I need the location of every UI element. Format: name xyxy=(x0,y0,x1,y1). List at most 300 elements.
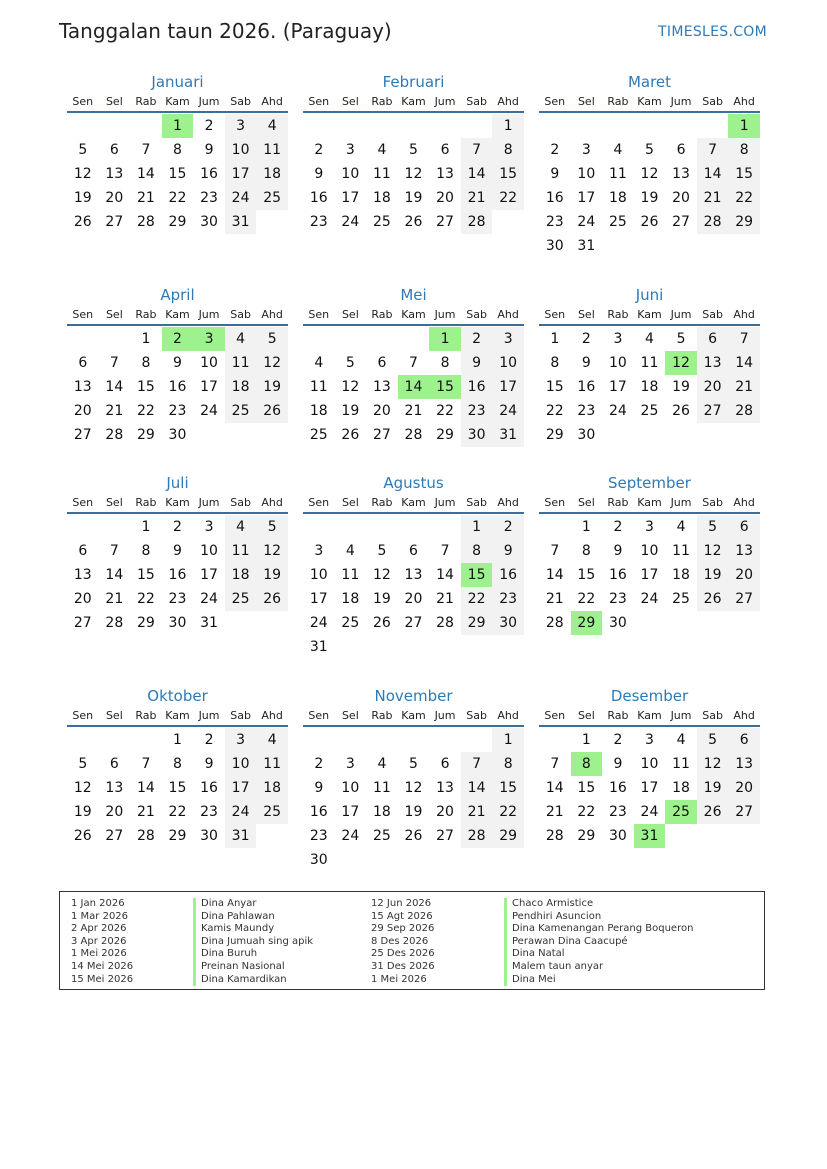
day-cell: 14 xyxy=(105,379,124,395)
day-cell: 10 xyxy=(225,752,257,776)
day-cell: 29 xyxy=(168,828,187,844)
day-cell: 22 xyxy=(136,403,155,419)
weekday-label: Rab xyxy=(135,308,157,321)
weekday-label: Sab xyxy=(702,709,723,722)
legend-holiday-name: Pendhiri Asuncion xyxy=(504,911,693,924)
day-cell: 27 xyxy=(436,828,454,844)
legend-holiday-name: Perawan Dina Caacupé xyxy=(504,936,693,949)
weekday-label: Sel xyxy=(577,308,595,321)
day-cell: 7 xyxy=(697,138,729,162)
day-cell: 11 xyxy=(256,138,288,162)
day-cell: 9 xyxy=(314,166,324,182)
day-cell: 9 xyxy=(550,166,560,182)
day-cell: 15 xyxy=(492,162,524,186)
legend-date: 1 Mar 2026 xyxy=(71,910,129,922)
day-cell: 14 xyxy=(545,780,564,796)
empty-cell xyxy=(602,114,634,138)
empty-cell xyxy=(665,114,697,138)
day-cell: 18 xyxy=(672,567,690,583)
day-cell: 9 xyxy=(204,142,214,158)
month-desember xyxy=(539,685,760,848)
day-cell: 1 xyxy=(492,114,524,138)
month-januari xyxy=(67,71,288,234)
weekday-label: Sen xyxy=(308,95,330,108)
day-cell: 1 xyxy=(461,515,493,539)
holiday-day-cell: 12 xyxy=(665,351,697,375)
legend-holiday-name: Chaco Armistice xyxy=(504,898,693,911)
weekday-label: Ahd xyxy=(733,496,755,509)
day-cell: 25 xyxy=(608,214,627,230)
day-cell: 18 xyxy=(225,563,257,587)
day-cell: 24 xyxy=(225,800,257,824)
day-cell: 23 xyxy=(461,399,493,423)
empty-cell xyxy=(335,327,367,351)
day-cell: 21 xyxy=(136,190,155,206)
weekday-label: Sel xyxy=(105,496,123,509)
day-cell: 3 xyxy=(613,331,623,347)
weekday-header xyxy=(303,494,524,514)
legend-dates-right xyxy=(371,898,435,986)
empty-cell xyxy=(67,728,99,752)
day-cell: 31 xyxy=(577,238,596,254)
day-cell: 26 xyxy=(372,615,391,631)
weekday-header xyxy=(67,707,288,727)
day-cell: 10 xyxy=(225,138,257,162)
legend-date: 29 Sep 2026 xyxy=(371,923,435,935)
day-cell: 5 xyxy=(697,515,729,539)
day-cell: 27 xyxy=(105,214,124,230)
day-cell: 17 xyxy=(341,190,360,206)
day-cell: 13 xyxy=(372,379,391,395)
day-cell: 30 xyxy=(608,615,627,631)
day-cell: 7 xyxy=(109,355,119,371)
day-cell: 13 xyxy=(672,166,690,182)
day-cell: 11 xyxy=(256,752,288,776)
day-grid xyxy=(67,728,288,848)
day-cell: 28 xyxy=(105,427,124,443)
day-cell: 28 xyxy=(136,214,155,230)
day-cell: 20 xyxy=(728,776,760,800)
legend-date: 8 Des 2026 xyxy=(371,935,429,947)
day-cell: 16 xyxy=(168,567,187,583)
day-grid xyxy=(67,114,288,234)
day-cell: 28 xyxy=(545,615,564,631)
day-cell: 6 xyxy=(377,355,387,371)
day-cell: 14 xyxy=(105,567,124,583)
day-cell: 25 xyxy=(256,186,288,210)
day-cell: 9 xyxy=(314,780,324,796)
day-cell: 23 xyxy=(608,804,627,820)
day-cell: 8 xyxy=(581,543,591,559)
month-september xyxy=(539,472,760,635)
weekday-label: Sel xyxy=(105,95,123,108)
day-cell: 18 xyxy=(640,379,659,395)
day-cell: 11 xyxy=(372,780,391,796)
empty-cell xyxy=(335,728,367,752)
day-cell: 29 xyxy=(168,214,187,230)
day-cell: 16 xyxy=(200,166,218,182)
day-cell: 30 xyxy=(200,214,218,230)
day-cell: 5 xyxy=(409,756,418,772)
empty-cell xyxy=(398,728,430,752)
weekday-label: Sab xyxy=(466,496,487,509)
weekday-label: Ahd xyxy=(733,709,755,722)
empty-cell xyxy=(429,728,461,752)
day-cell: 27 xyxy=(105,828,124,844)
day-cell: 14 xyxy=(697,162,729,186)
day-cell: 8 xyxy=(440,355,450,371)
day-cell: 11 xyxy=(672,543,690,559)
weekday-header xyxy=(303,93,524,113)
weekday-label: Sab xyxy=(702,95,723,108)
legend-date: 12 Jun 2026 xyxy=(371,898,432,909)
day-cell: 22 xyxy=(577,804,596,820)
day-cell: 4 xyxy=(256,114,288,138)
weekday-label: Kam xyxy=(637,496,662,509)
day-cell: 26 xyxy=(404,828,423,844)
day-cell: 11 xyxy=(672,756,690,772)
day-cell: 20 xyxy=(404,591,423,607)
day-cell: 2 xyxy=(314,142,324,158)
day-cell: 31 xyxy=(309,639,328,655)
day-cell: 22 xyxy=(577,591,596,607)
day-cell: 5 xyxy=(256,515,288,539)
day-cell: 15 xyxy=(136,379,155,395)
day-grid xyxy=(67,327,288,447)
day-cell: 4 xyxy=(225,515,257,539)
weekday-label: Jum xyxy=(434,308,456,321)
day-cell: 12 xyxy=(256,539,288,563)
day-cell: 10 xyxy=(640,543,659,559)
day-cell: 24 xyxy=(640,591,659,607)
day-cell: 7 xyxy=(141,142,151,158)
day-cell: 28 xyxy=(404,427,423,443)
day-cell: 15 xyxy=(545,379,564,395)
empty-cell xyxy=(99,728,131,752)
weekday-label: Sab xyxy=(230,95,251,108)
day-cell: 16 xyxy=(545,190,564,206)
day-cell: 23 xyxy=(577,403,596,419)
day-cell: 21 xyxy=(728,375,760,399)
day-grid xyxy=(303,728,524,872)
day-cell: 17 xyxy=(200,379,218,395)
day-cell: 29 xyxy=(577,828,596,844)
day-cell: 16 xyxy=(168,379,187,395)
legend-date: 1 Mei 2026 xyxy=(371,973,427,985)
day-cell: 18 xyxy=(372,804,391,820)
weekday-header xyxy=(539,93,760,113)
day-cell: 6 xyxy=(676,142,686,158)
month-name: Februari xyxy=(382,73,445,91)
day-grid xyxy=(539,327,760,447)
day-cell: 5 xyxy=(377,543,387,559)
weekday-label: Kam xyxy=(637,95,662,108)
day-cell: 14 xyxy=(545,567,564,583)
weekday-label: Sab xyxy=(702,496,723,509)
day-cell: 6 xyxy=(697,327,729,351)
day-cell: 30 xyxy=(168,427,187,443)
day-cell: 8 xyxy=(492,138,524,162)
day-cell: 19 xyxy=(73,190,92,206)
day-cell: 19 xyxy=(73,804,92,820)
weekday-label: Jum xyxy=(434,496,456,509)
day-cell: 17 xyxy=(577,190,596,206)
day-cell: 29 xyxy=(436,427,454,443)
day-cell: 25 xyxy=(640,403,659,419)
legend-holiday-name: Kamis Maundy xyxy=(193,923,313,936)
weekday-label: Jum xyxy=(434,709,456,722)
weekday-label: Sab xyxy=(466,308,487,321)
day-cell: 15 xyxy=(577,567,596,583)
day-cell: 17 xyxy=(492,375,524,399)
weekday-label: Sel xyxy=(105,709,123,722)
empty-cell xyxy=(429,114,461,138)
day-cell: 21 xyxy=(436,591,454,607)
weekday-label: Kam xyxy=(401,308,426,321)
day-cell: 23 xyxy=(168,591,187,607)
empty-cell xyxy=(697,114,729,138)
day-cell: 4 xyxy=(314,355,324,371)
day-cell: 21 xyxy=(461,186,493,210)
day-cell: 9 xyxy=(173,355,182,371)
day-cell: 10 xyxy=(200,543,218,559)
day-cell: 11 xyxy=(225,539,257,563)
day-cell: 27 xyxy=(73,427,92,443)
weekday-label: Rab xyxy=(135,95,157,108)
day-cell: 27 xyxy=(672,214,690,230)
weekday-label: Rab xyxy=(371,308,393,321)
day-grid xyxy=(67,515,288,635)
day-cell: 4 xyxy=(676,519,686,535)
day-cell: 27 xyxy=(728,800,760,824)
day-cell: 8 xyxy=(461,539,493,563)
empty-cell xyxy=(99,114,131,138)
day-cell: 25 xyxy=(672,591,690,607)
day-cell: 17 xyxy=(309,591,328,607)
day-cell: 10 xyxy=(608,355,627,371)
day-cell: 19 xyxy=(697,563,729,587)
weekday-label: Sen xyxy=(72,496,94,509)
weekday-label: Jum xyxy=(434,95,456,108)
empty-cell xyxy=(366,728,398,752)
month-juni xyxy=(539,284,760,447)
empty-cell xyxy=(67,327,99,351)
month-name: Agustus xyxy=(383,474,444,492)
month-november xyxy=(303,685,524,872)
day-cell: 21 xyxy=(545,804,564,820)
day-cell: 3 xyxy=(645,732,654,748)
month-februari xyxy=(303,71,524,234)
weekday-label: Jum xyxy=(670,308,692,321)
legend-date: 31 Des 2026 xyxy=(371,960,435,972)
day-cell: 6 xyxy=(728,728,760,752)
day-cell: 18 xyxy=(341,591,360,607)
day-cell: 16 xyxy=(309,804,328,820)
day-cell: 19 xyxy=(672,379,690,395)
day-cell: 6 xyxy=(78,543,88,559)
day-cell: 19 xyxy=(404,804,423,820)
day-cell: 10 xyxy=(640,756,659,772)
empty-cell xyxy=(461,114,493,138)
day-cell: 31 xyxy=(200,615,218,631)
day-cell: 30 xyxy=(309,852,328,868)
day-cell: 26 xyxy=(640,214,659,230)
day-cell: 22 xyxy=(136,591,155,607)
day-cell: 30 xyxy=(545,238,564,254)
weekday-label: Sen xyxy=(544,496,566,509)
empty-cell xyxy=(67,515,99,539)
weekday-label: Rab xyxy=(371,709,393,722)
day-cell: 12 xyxy=(256,351,288,375)
day-cell: 19 xyxy=(697,776,729,800)
weekday-header xyxy=(67,306,288,326)
day-cell: 13 xyxy=(436,780,454,796)
day-cell: 29 xyxy=(136,615,155,631)
day-cell: 24 xyxy=(200,403,218,419)
day-cell: 30 xyxy=(577,427,596,443)
day-cell: 16 xyxy=(608,780,627,796)
day-cell: 1 xyxy=(173,732,182,748)
month-name: Desember xyxy=(610,687,689,705)
day-cell: 11 xyxy=(225,351,257,375)
day-cell: 8 xyxy=(141,355,151,371)
weekday-header xyxy=(539,306,760,326)
legend-holiday-name: Dina Kamardikan xyxy=(193,974,313,987)
day-cell: 14 xyxy=(136,166,155,182)
weekday-label: Sel xyxy=(577,709,595,722)
holiday-day-cell: 29 xyxy=(571,611,603,635)
day-cell: 12 xyxy=(404,780,423,796)
month-name: Maret xyxy=(627,73,672,91)
legend-holiday-name: Dina Kamenangan Perang Boqueron xyxy=(504,923,693,936)
day-cell: 21 xyxy=(105,403,124,419)
holiday-day-cell: 14 xyxy=(398,375,430,399)
empty-cell xyxy=(99,515,131,539)
day-cell: 22 xyxy=(436,403,454,419)
day-cell: 4 xyxy=(377,142,387,158)
day-cell: 28 xyxy=(728,399,760,423)
day-cell: 5 xyxy=(645,142,654,158)
day-cell: 13 xyxy=(73,379,92,395)
empty-cell xyxy=(130,114,162,138)
day-cell: 1 xyxy=(492,728,524,752)
holiday-day-cell: 25 xyxy=(665,800,697,824)
day-cell: 4 xyxy=(345,543,355,559)
day-cell: 22 xyxy=(545,403,564,419)
day-cell: 9 xyxy=(613,543,623,559)
holiday-legend xyxy=(59,891,765,990)
page-title: Tanggalan taun 2026. (Paraguay) xyxy=(59,19,392,43)
weekday-label: Kam xyxy=(165,308,190,321)
day-cell: 13 xyxy=(436,166,454,182)
weekday-label: Ahd xyxy=(261,95,283,108)
day-cell: 2 xyxy=(550,142,560,158)
legend-holiday-name: Preinan Nasional xyxy=(193,961,313,974)
weekday-label: Sel xyxy=(105,308,123,321)
empty-cell xyxy=(335,515,367,539)
weekday-label: Ahd xyxy=(497,496,519,509)
holiday-day-cell: 1 xyxy=(162,114,194,138)
day-cell: 23 xyxy=(168,403,187,419)
day-cell: 19 xyxy=(640,190,659,206)
day-cell: 29 xyxy=(461,611,493,635)
brand-link[interactable]: TIMESLES.COM xyxy=(658,24,767,40)
legend-date: 25 Des 2026 xyxy=(371,948,435,960)
day-grid xyxy=(539,515,760,635)
day-cell: 7 xyxy=(550,756,560,772)
day-cell: 25 xyxy=(225,399,257,423)
day-cell: 12 xyxy=(73,780,92,796)
empty-cell xyxy=(539,114,571,138)
day-cell: 26 xyxy=(697,800,729,824)
day-cell: 3 xyxy=(345,142,355,158)
weekday-label: Sab xyxy=(466,95,487,108)
day-cell: 23 xyxy=(200,804,218,820)
weekday-label: Sen xyxy=(72,709,94,722)
day-cell: 24 xyxy=(341,828,360,844)
empty-cell xyxy=(539,728,571,752)
month-name: April xyxy=(160,286,195,304)
day-cell: 19 xyxy=(372,591,391,607)
day-cell: 9 xyxy=(173,543,182,559)
weekday-label: Sen xyxy=(308,496,330,509)
day-cell: 8 xyxy=(141,543,151,559)
day-cell: 4 xyxy=(377,756,387,772)
weekday-label: Rab xyxy=(607,496,629,509)
day-cell: 15 xyxy=(492,776,524,800)
day-cell: 20 xyxy=(73,403,92,419)
day-cell: 4 xyxy=(645,331,654,347)
day-cell: 20 xyxy=(105,804,124,820)
day-cell: 7 xyxy=(728,327,760,351)
weekday-header xyxy=(303,306,524,326)
day-cell: 31 xyxy=(492,423,524,447)
legend-date: 1 Mei 2026 xyxy=(71,948,127,960)
empty-cell xyxy=(429,515,461,539)
day-cell: 2 xyxy=(492,515,524,539)
day-cell: 2 xyxy=(613,732,623,748)
day-cell: 21 xyxy=(136,804,155,820)
day-cell: 1 xyxy=(581,732,591,748)
day-cell: 2 xyxy=(204,118,214,134)
day-cell: 13 xyxy=(73,567,92,583)
day-cell: 7 xyxy=(141,756,151,772)
day-cell: 19 xyxy=(404,190,423,206)
day-cell: 24 xyxy=(200,591,218,607)
legend-holiday-name: Dina Anyar xyxy=(193,898,313,911)
weekday-label: Kam xyxy=(401,95,426,108)
weekday-label: Jum xyxy=(198,308,220,321)
day-cell: 20 xyxy=(728,563,760,587)
legend-holiday-name: Dina Natal xyxy=(504,948,693,961)
day-cell: 18 xyxy=(256,162,288,186)
day-cell: 27 xyxy=(436,214,454,230)
day-cell: 20 xyxy=(672,190,690,206)
empty-cell xyxy=(366,327,398,351)
empty-cell xyxy=(398,515,430,539)
weekday-label: Sen xyxy=(72,308,94,321)
day-cell: 23 xyxy=(309,214,328,230)
day-cell: 15 xyxy=(168,780,187,796)
day-cell: 19 xyxy=(256,563,288,587)
day-cell: 10 xyxy=(492,351,524,375)
day-cell: 26 xyxy=(404,214,423,230)
day-cell: 14 xyxy=(436,567,454,583)
weekday-label: Jum xyxy=(198,709,220,722)
day-cell: 14 xyxy=(136,780,155,796)
day-cell: 20 xyxy=(436,190,454,206)
day-cell: 13 xyxy=(105,166,124,182)
